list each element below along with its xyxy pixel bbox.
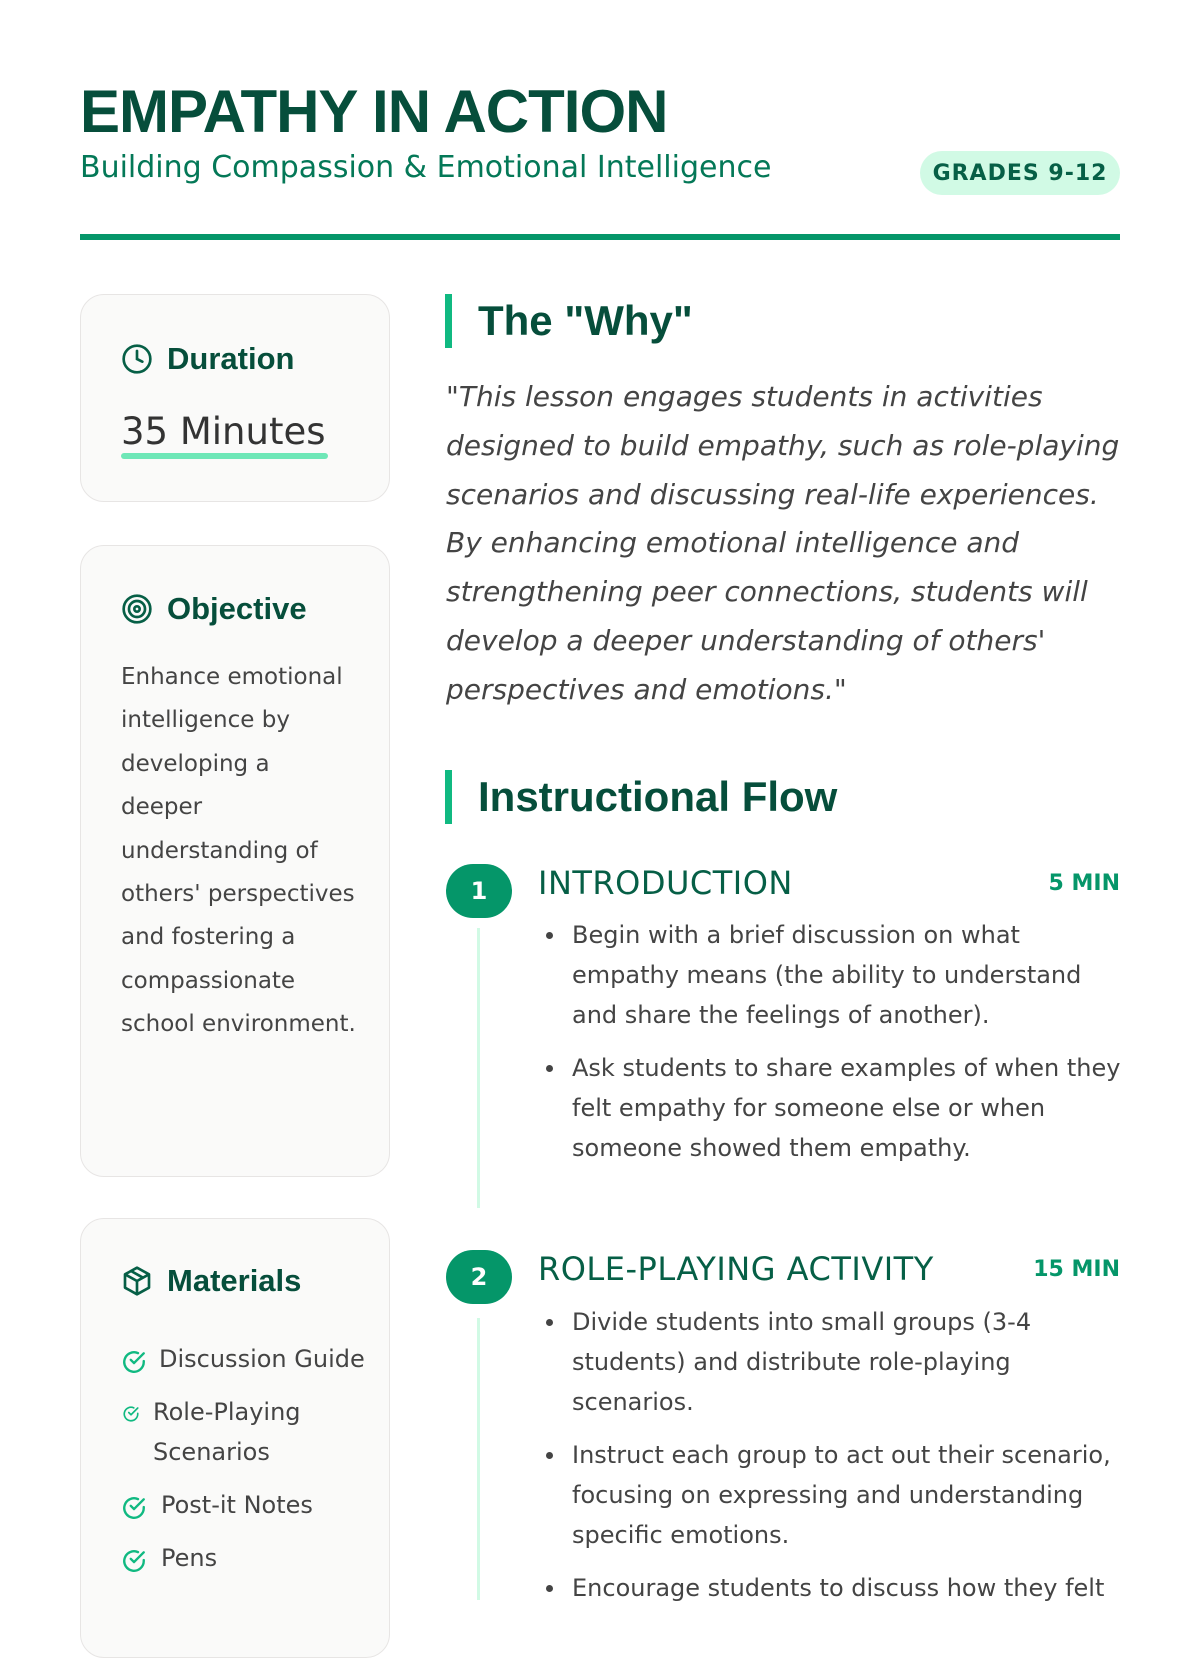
check-circle-icon (121, 1548, 147, 1574)
step-number-badge: 1 (446, 864, 512, 918)
duration-title: Duration (167, 341, 295, 376)
why-quote: "This lesson engages students in activities designed to build empathy, such as role-playing scenarios and discussing real-life experiences. By enhancing emotional intelligence and strengthening peer connections, students will develop a deeper understanding of others' perspectives and emotions." (446, 380, 1120, 706)
target-icon (121, 593, 153, 625)
flow-title: Instructional Flow (478, 773, 838, 820)
header-divider (80, 234, 1120, 240)
step-item: Ask students to share examples of when they felt empathy for someone else or when someone showed them empathy. (572, 1048, 1132, 1168)
material-item-label: Role-Playing Scenarios (153, 1398, 301, 1466)
check-circle-icon (121, 1495, 147, 1521)
why-title: The "Why" (478, 297, 693, 344)
clock-icon (121, 343, 153, 375)
step-number-badge: 2 (446, 1250, 512, 1304)
step-title: INTRODUCTION (538, 864, 793, 902)
material-item-label: Discussion Guide (159, 1345, 365, 1373)
objective-title: Objective (167, 591, 307, 626)
step-item: Divide students into small groups (3-4 students) and distribute role-playing scenarios. (572, 1302, 1132, 1422)
box-icon (121, 1265, 153, 1297)
grade-badge: GRADES 9-12 (920, 151, 1120, 195)
step-title: ROLE-PLAYING ACTIVITY (538, 1250, 934, 1288)
material-item (121, 1339, 371, 1379)
check-circle-icon (122, 1405, 140, 1423)
step-items (572, 915, 1132, 1181)
duration-card-header (121, 341, 294, 377)
step-duration: 5 MIN (1048, 871, 1120, 896)
material-item (121, 1538, 371, 1578)
step-item: Begin with a brief discussion on what empathy means (the ability to understand and share the feelings of another). (572, 915, 1132, 1035)
section-accent-bar (445, 770, 452, 824)
step-item: Instruct each group to act out their scenario, focusing on expressing and understanding specific emotions. (572, 1435, 1132, 1555)
material-item-label: Pens (161, 1544, 218, 1572)
material-item (121, 1485, 371, 1525)
step-connector-line (477, 1318, 480, 1600)
objective-text: Enhance emotional intelligence by developing a deeper understanding of others' perspectives and fostering a compassionate school environment. (121, 664, 356, 1038)
why-section-header (445, 294, 693, 348)
objective-card-header (121, 591, 307, 627)
materials-list (121, 1339, 371, 1591)
step-connector-line (477, 928, 480, 1208)
objective-card (80, 545, 390, 1177)
section-accent-bar (445, 294, 452, 348)
check-circle-icon (121, 1349, 147, 1375)
duration-value: 35 Minutes (121, 410, 326, 453)
materials-title: Materials (167, 1263, 302, 1298)
material-item-label: Post-it Notes (161, 1491, 313, 1519)
step-duration: 15 MIN (1033, 1257, 1120, 1282)
duration-underline (121, 453, 328, 459)
page-title: EMPATHY IN ACTION (80, 78, 668, 145)
page-subtitle: Building Compassion & Emotional Intelligence (80, 150, 772, 185)
materials-card-header (121, 1263, 301, 1299)
step-item: Encourage students to discuss how they felt (572, 1568, 1132, 1608)
materials-card (80, 1218, 390, 1658)
duration-card (80, 294, 390, 502)
flow-section-header (445, 770, 837, 824)
material-item (121, 1392, 371, 1472)
step-items (572, 1302, 1132, 1621)
